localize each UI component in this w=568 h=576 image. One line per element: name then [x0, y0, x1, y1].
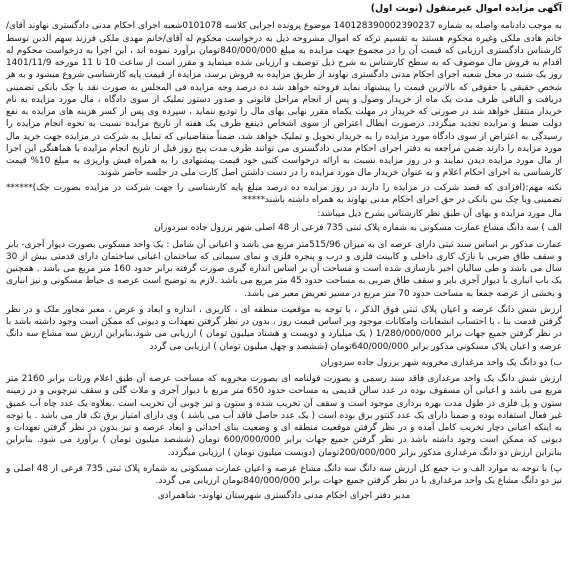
important-note-paragraph: نکته مهم:(افرادی که قصد شرکت در مزایده را دارند در روز مزایده ده درصد مبلغ پایه کارشناسی را جهت شرکت در مزایده بصورت چک)****** تضمینی ویا چک بین بانکی در حق اجرای احکام مدنی نهاوند به همراه داشته باشند***** [6, 182, 562, 205]
property-a-description: عمارت مذکور بر اساس سند ثبتی دارای عرصه ای به میزان 515/96متر مربع می باشد و اعیانی آن شامل : یک واحد مسکونی بصورت دیوار آجری- بابر و سقف طاق ضربی با نازک کاری داخلی و کابینت فلزی و درب و پنجره فلزی و نمای سیمانی که ساختمان اعیانی ساختمان دارای قدمتی بیش از 30 سال می باشد و طی سالیان اخیر بازسازی شده است و مساحت آن بر اساس اندازه گیری صورت گرفته برابر حدود 160 متر مربع می باشد . همچنین یک باب انباری با دیوار آجری بابر و سقف طاق ضربی به مساحت حدود 45 متر مربع می باشد .لازم به توضیح است عرصه ی حیاط مسکونی و نیز انباری و بخشی از عرصه جمعا به مساحت حدود 70 متر مربع در مسیر تعریض معبر می باشد. [6, 239, 563, 299]
signature-line: مدیر دفتر اجرای احکام مدنی دادگستری شهرستان نهاوند- شاهمرادی [157, 491, 411, 502]
property-a-heading: الف ) سه دانگ مشاع عمارت مسکونی به شماره پلاک ثبتی 735 فرعی از 48 اصلی شهر برزول جاده سردوران [154, 223, 562, 234]
property-b-description: ارزش شش دانگ یک واحد مرغداری فاقد سند رسمی و بصورت قولنامه ای بصورت مخروبه که مساحت عرصه آن طبق اعلام ورثات برابر 2160 متر مربع می باشد و اعیانی آن مسقوف بوده در عدد سالن قدیمی به مساحت حدود 650 متر مربع با دیوار آجری و ملات گلی و سقف تیرچوبی و در زمینه ستون و پل فلزی در طول مدت بهره برداری موجود است و سقف آن تخریب شده و ستون و تیر چوبی آن تخریب است .بعلاوه یک عدد چاه آب عمیق غیر فعال استفاده بوده و ضمنا دارای یک عدد کنتور برق بوده است ( یک عدد حاصل فاقد آب می باشد ) وی دارای امتیاز برق تک فاز می باشد . با توجه به اینکه اعیانی دچار تخریب کامل آمده و در نظر گرفتن موقعیت منطقه ای و وضعیت بنای احداثی و ابعاد عرصه و نیز بدون در نظر گرفتن تعهدات و دیونی که ممکن است وجود داشته باشد در نظر گرفتن جمیع جهات برابر 600/000/000 تومان (ششصد میلیون تومان ) برآورد می شود. بنابراین بنابراین ارزش دو دانگ مرغداری مذکور برابر 200/000/000تومان (دویست میلیون تومان ) ارزیابی میگردد. [6, 374, 563, 458]
property-b-heading: ب) دو دانگ یک واحد مرغداری مخروبه شهر برزول جاده سردوران [320, 357, 562, 368]
property-a-valuation: ارزش شش دانگ عرصه و اعیان پلاک ثبتی فوق الذکر ، با توجه به موقعیت منطقه ای ، کاربری ، اندازه و ابعاد و عرض ، معبر مجاور ملک و در نظر گرفتن قدمت بنا ، با احتساب انشعابات وامکانات موجود وبر اساس قیمت روز ، بدون در نظر گرفتن تعهدات و دیونی که ممکن است وجود داشته باشد با در نظر گرفتن جمیع جهات برابر 1/280/000/000 ( یک میلیارد و دویست و هشتاد میلیون تومان ) ارزیابی می شود،بنابراین ارزش سه مشاع سه دانگ عرصه و اعیان پلاک مسکونی مذکور برابر 640/000/000تومان (ششصد و چهل میلیون تومان ) ارزیابی می گردد [6, 304, 563, 352]
notice-intro-paragraph: به موجب دادنامه واصله به شماره 140128390002390237 موضوع پرونده اجرایی کلاسه 0101078شعبه اجرای احکام مدنی دادگستری نهاوند آقای/خانم هادی ملکی وغیره محکوم هستند به تقسیم ترکه که اموال مشروحه ذیل به درخواست محکوم له آقای/خانم مهدی ملکی فرزند سهم الدین توسط کارشناس دادگستری ارزیابی که قیمت آن را در مجموع جهت مزایده به مبلغ 840/000/000تومان برآورد نموده اند ، این اجرا به درخواست محکوم له اقدام به فروش مال موصوف که به سطح کارشناس به شرح ذیل توصیف و ارزیابی شده مینماید و مقرر است از ساعت 10 تا 11 مورخه 1401/11/9 روز یک شنبه در محل شعبه اجرای احکام مدنی دادگستری نهاوند از طریق مزایده به فروش برسد، مزایده از قیمت پایه کارشناسی شروع میشود و به هر شخص حقیقی یا حقوقی که بالاترین قیمت را پیشنهاد نماید فروخته خواهد شد ده درصد وجه مزایده فی المجلس به صورت نقد یا چک بانکی تضمینی دریافت و الباقی ظرف مدت یک ماه از خریدار وصول و پس از انجام مراحل قانونی و صدور دستور تملیک از سوی دادگاه ، مال مورد مزایده به نام خریدار منتقل خواهد شد در صورتی که خریدار در مهلت یکماه مقرر نهایی بهای مال را تودیع ننماید ، سپرده وی پس از کسر هزینه های مزایده به نفع دولت ضبط و مزایده تجدید میگردد. درصورت ابطال اعتراض از سوی اشخاص ذینفع ظرف یک هفته از تاریخ مزایده نسبت به نحوه انجام مزایده را رسیدگی به اعتراض از سوی دادگاه مورد مزایده را به خریدار تحویل و تملیک خواهد شد، ضمناً متقاضیانی که تمایل به شرکت در مزایده جهت خرید مال مورد مزایده را دارند ضمن مراجعه به دفتر اجرای احکام مدنی دادگستری می توانند ظرف مدت پنج روز قبل از تاریخ انجام مزایده با هماهنگی این اجرا از مال مورد مزایده دیدن نمایند و در روز مزایده نسبت به ارائه درخواست کتبی خود قیمت پیشنهادی را به همراه فیش واریزی به مبلغ 10% قیمت کارشناسی به اجرای احکام اعلام و به عنوان خریدار مال مورد مزایده را در دست داشتن اصل کارت ملی در جلسه حاضر شوند. [6, 21, 562, 179]
property-list-heading: مال مورد مزایده و بهای آن طبق نظر کارشناس بشرح ذیل میباشد: [317, 209, 562, 219]
notice-title: آگهی مزایده اموال غیرمنقول (نوبت اول) [370, 3, 562, 14]
total-valuation-paragraph: پ) با توجه به موارد الف و ب جمع کل ارزش سه دانگ سه دانگ مشاع عرصه و اعیان عمارت مسکونی به شماره پلاک ثبتی 735 فرعی از 48 اصلی و نیز دو دانگ مشاع یک واحد مرغداری با در نظر گرفتن جمیع جهات برابر 840/000/000تومان ارزیابی می گردد. [6, 463, 562, 486]
